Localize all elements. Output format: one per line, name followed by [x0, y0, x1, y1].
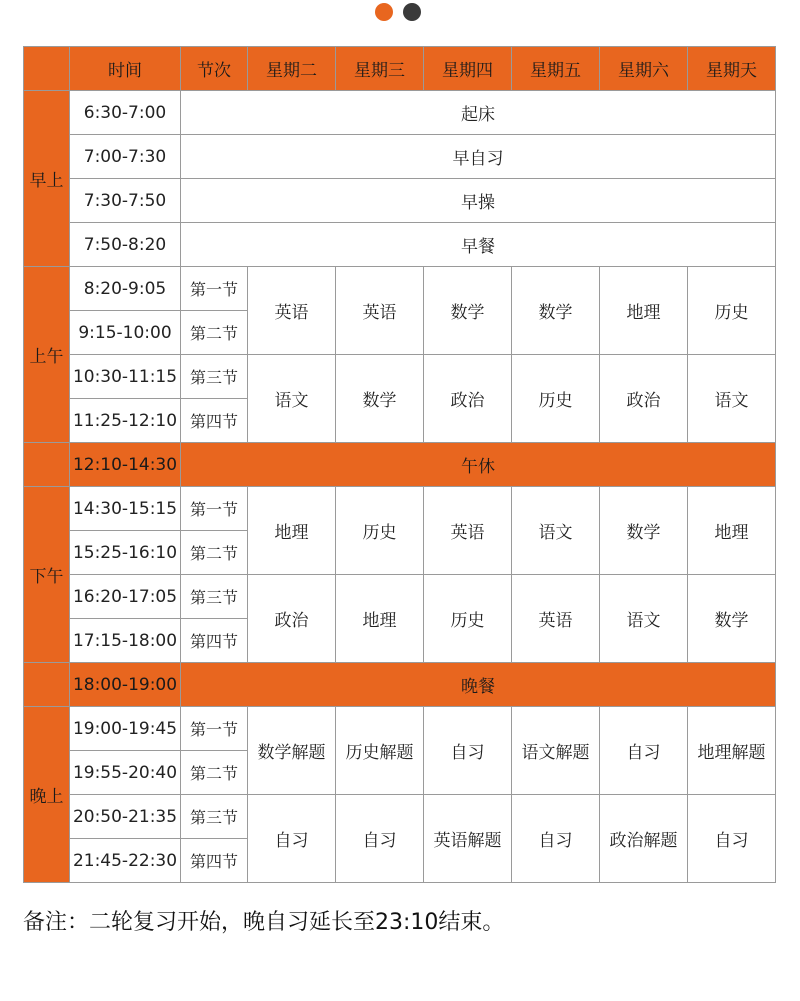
- time-cell: 6:30-7:00: [70, 91, 181, 135]
- subject-cell: 语文: [248, 355, 336, 443]
- table-row: [24, 267, 776, 311]
- time-cell: 9:15-10:00: [70, 311, 181, 355]
- time-cell: 20:50-21:35: [70, 795, 181, 839]
- table-row-break: [24, 663, 776, 707]
- slot-cell: 第四节: [181, 619, 248, 663]
- activity-cell: 起床: [181, 91, 776, 135]
- subject-cell: 政治解题: [600, 795, 688, 883]
- subject-cell: 自习: [688, 795, 776, 883]
- activity-cell: 晚餐: [181, 663, 776, 707]
- subject-cell: 数学: [688, 575, 776, 663]
- break-blank: [24, 663, 70, 707]
- table-row-break: [24, 443, 776, 487]
- slot-cell: 第二节: [181, 531, 248, 575]
- time-cell: 12:10-14:30: [70, 443, 181, 487]
- period-label-forenoon: 上午: [24, 267, 70, 443]
- table-row: [24, 575, 776, 619]
- time-cell: 17:15-18:00: [70, 619, 181, 663]
- table-row: [24, 795, 776, 839]
- header-day: 星期二: [248, 47, 336, 91]
- slot-cell: 第二节: [181, 751, 248, 795]
- subject-cell: 政治: [248, 575, 336, 663]
- table-row: [24, 179, 776, 223]
- subject-cell: 自习: [512, 795, 600, 883]
- activity-cell: 早操: [181, 179, 776, 223]
- page-indicator[interactable]: [375, 3, 425, 23]
- subject-cell: 英语: [336, 267, 424, 355]
- page-dot-inactive[interactable]: [403, 3, 421, 21]
- subject-cell: 历史: [512, 355, 600, 443]
- subject-cell: 地理: [688, 487, 776, 575]
- subject-cell: 历史解题: [336, 707, 424, 795]
- subject-cell: 自习: [336, 795, 424, 883]
- table-row: [24, 223, 776, 267]
- table-row: [24, 487, 776, 531]
- period-label-afternoon: 下午: [24, 487, 70, 663]
- slot-cell: 第一节: [181, 487, 248, 531]
- table-row: [24, 355, 776, 399]
- subject-cell: 数学: [424, 267, 512, 355]
- time-cell: 14:30-15:15: [70, 487, 181, 531]
- subject-cell: 历史: [424, 575, 512, 663]
- subject-cell: 政治: [600, 355, 688, 443]
- slot-cell: 第一节: [181, 267, 248, 311]
- schedule-table: [23, 46, 776, 883]
- time-cell: 7:50-8:20: [70, 223, 181, 267]
- header-time: 时间: [70, 47, 181, 91]
- subject-cell: 地理: [248, 487, 336, 575]
- break-blank: [24, 443, 70, 487]
- subject-cell: 地理: [600, 267, 688, 355]
- header-blank: [24, 47, 70, 91]
- period-label-evening: 晚上: [24, 707, 70, 883]
- subject-cell: 地理解题: [688, 707, 776, 795]
- header-slot: 节次: [181, 47, 248, 91]
- time-cell: 16:20-17:05: [70, 575, 181, 619]
- subject-cell: 历史: [336, 487, 424, 575]
- header-day: 星期六: [600, 47, 688, 91]
- slot-cell: 第三节: [181, 575, 248, 619]
- time-cell: 10:30-11:15: [70, 355, 181, 399]
- slot-cell: 第一节: [181, 707, 248, 751]
- subject-cell: 语文: [512, 487, 600, 575]
- header-day: 星期天: [688, 47, 776, 91]
- subject-cell: 自习: [248, 795, 336, 883]
- schedule-note: 备注：二轮复习开始，晚自习延长至23:10结束。: [23, 910, 505, 935]
- slot-cell: 第三节: [181, 795, 248, 839]
- table-row: [24, 91, 776, 135]
- subject-cell: 数学: [336, 355, 424, 443]
- subject-cell: 政治: [424, 355, 512, 443]
- period-label-morning: 早上: [24, 91, 70, 267]
- activity-cell: 早餐: [181, 223, 776, 267]
- header-day: 星期三: [336, 47, 424, 91]
- subject-cell: 自习: [600, 707, 688, 795]
- subject-cell: 英语: [512, 575, 600, 663]
- time-cell: 19:00-19:45: [70, 707, 181, 751]
- subject-cell: 语文解题: [512, 707, 600, 795]
- time-cell: 7:00-7:30: [70, 135, 181, 179]
- slot-cell: 第三节: [181, 355, 248, 399]
- activity-cell: 午休: [181, 443, 776, 487]
- time-cell: 15:25-16:10: [70, 531, 181, 575]
- time-cell: 21:45-22:30: [70, 839, 181, 883]
- time-cell: 19:55-20:40: [70, 751, 181, 795]
- time-cell: 7:30-7:50: [70, 179, 181, 223]
- slot-cell: 第四节: [181, 399, 248, 443]
- subject-cell: 英语解题: [424, 795, 512, 883]
- subject-cell: 语文: [600, 575, 688, 663]
- subject-cell: 数学: [512, 267, 600, 355]
- slot-cell: 第四节: [181, 839, 248, 883]
- time-cell: 8:20-9:05: [70, 267, 181, 311]
- subject-cell: 英语: [424, 487, 512, 575]
- table-row: [24, 707, 776, 751]
- slot-cell: 第二节: [181, 311, 248, 355]
- header-day: 星期四: [424, 47, 512, 91]
- subject-cell: 地理: [336, 575, 424, 663]
- subject-cell: 英语: [248, 267, 336, 355]
- subject-cell: 历史: [688, 267, 776, 355]
- subject-cell: 数学: [600, 487, 688, 575]
- subject-cell: 数学解题: [248, 707, 336, 795]
- activity-cell: 早自习: [181, 135, 776, 179]
- page-dot-active[interactable]: [375, 3, 393, 21]
- table-row: [24, 135, 776, 179]
- subject-cell: 语文: [688, 355, 776, 443]
- subject-cell: 自习: [424, 707, 512, 795]
- header-row: [24, 47, 776, 91]
- time-cell: 18:00-19:00: [70, 663, 181, 707]
- time-cell: 11:25-12:10: [70, 399, 181, 443]
- header-day: 星期五: [512, 47, 600, 91]
